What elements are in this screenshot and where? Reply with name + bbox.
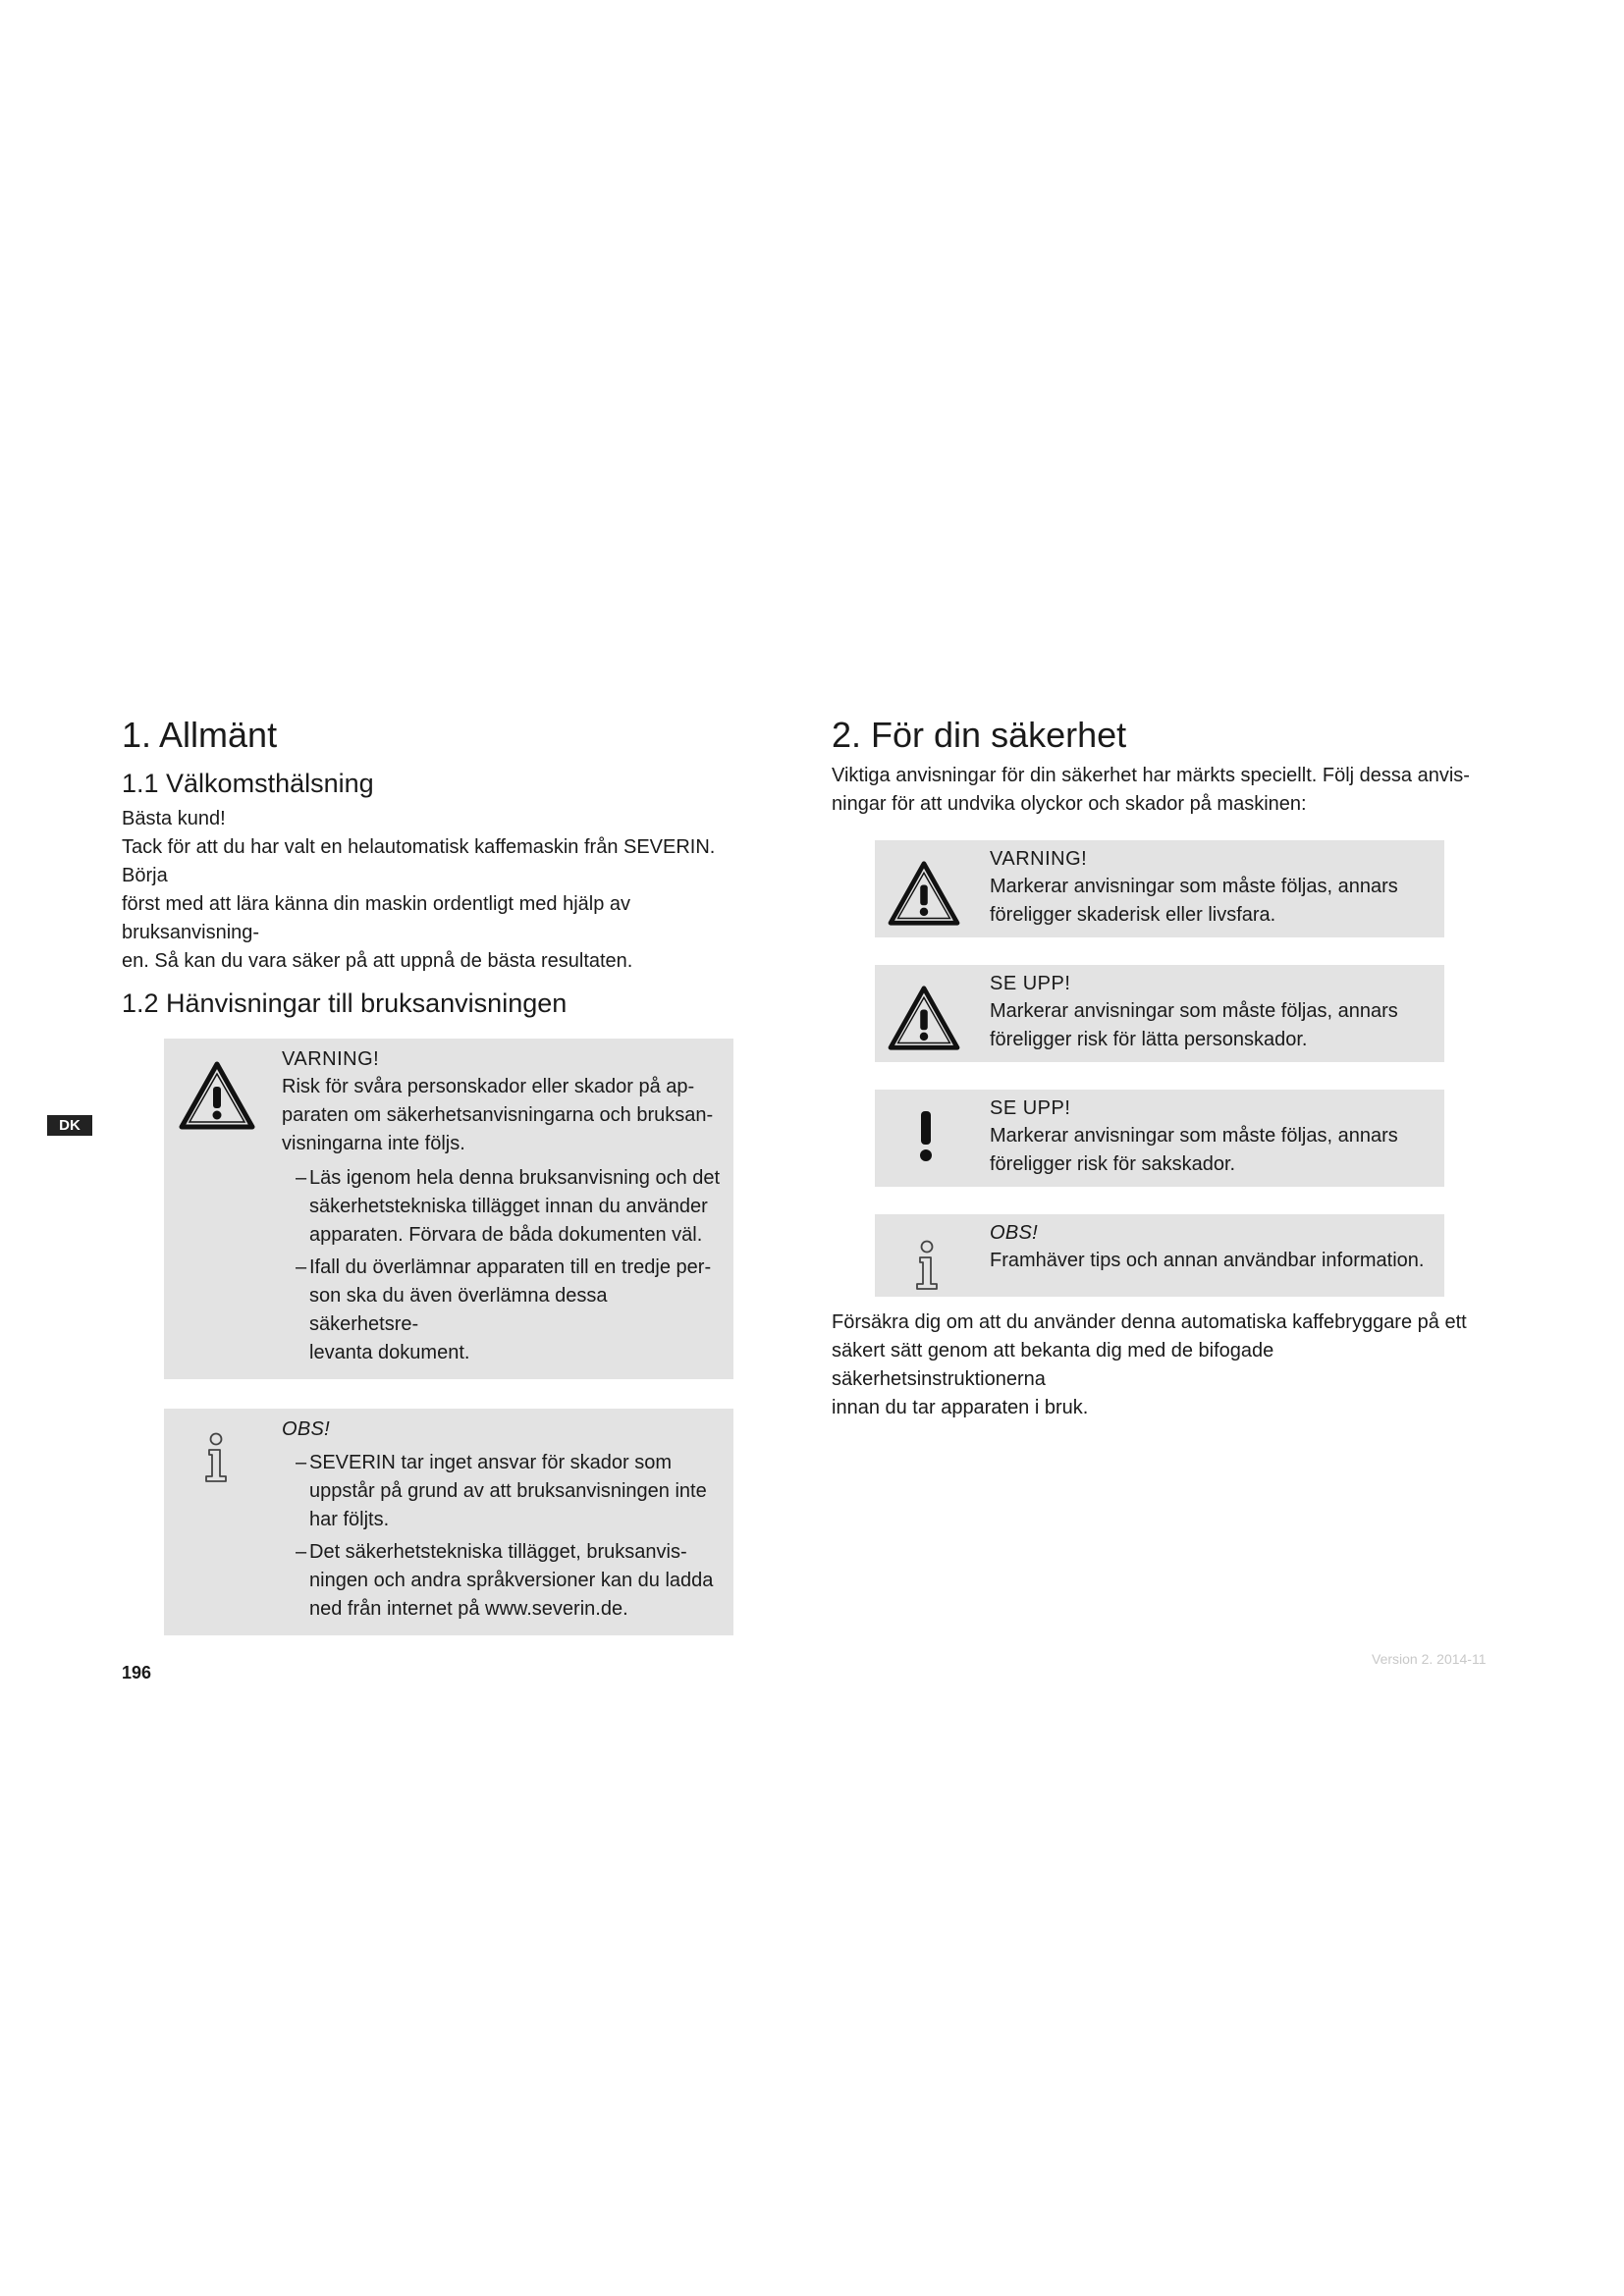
safety-intro: [832, 762, 1489, 819]
text-line: föreligger skaderisk eller livsfara.: [990, 904, 1276, 927]
text-line: har följts.: [309, 1508, 390, 1530]
warning-triangle-icon: [887, 860, 961, 932]
bullet-dash: –: [296, 1166, 307, 1189]
section-title-safety: 2. För din säkerhet: [832, 715, 1127, 755]
section-general: [122, 714, 762, 1635]
warning-box: [164, 1039, 733, 1379]
text-line: son ska du även överlämna dessa säkerhetsre-: [309, 1284, 608, 1335]
text-line: uppstår på grund av att bruksanvisningen inte: [309, 1479, 707, 1502]
text-line: visningarna inte följs.: [282, 1132, 465, 1154]
caution-box: [875, 965, 1444, 1062]
property-caution-box: [875, 1090, 1444, 1187]
obs-bullets: [282, 1449, 722, 1624]
text-line: Viktiga anvisningar för din säkerhet har märkts speciellt. Följ dessa anvis-: [832, 765, 1470, 787]
text-line: säkerhetstekniska tillägget innan du använder: [309, 1195, 708, 1217]
text-line: Det säkerhetstekniska tillägget, bruksanvis-: [309, 1540, 687, 1563]
obs-title: OBS!: [282, 1417, 330, 1440]
box-text: [990, 1247, 1433, 1289]
text-line: SEVERIN tar inget ansvar för skador som: [309, 1451, 673, 1473]
text-line: apparaten. Förvara de båda dokumenten väl.: [309, 1223, 703, 1246]
warning-box: [875, 840, 1444, 937]
warning-text: [282, 1073, 722, 1158]
section-safety: [832, 714, 1489, 1422]
text-line: säkert sätt genom att bekanta dig med de bifogade säkerhetsinstruktionerna: [832, 1340, 1274, 1391]
exclamation-icon: [918, 1109, 934, 1169]
text-line: Markerar anvisningar som måste följas, annars: [990, 1125, 1398, 1148]
text-line: föreligger risk för sakskador.: [990, 1153, 1236, 1176]
text-line: paraten om säkerhetsanvisningarna och bruksan-: [282, 1103, 714, 1126]
text-line: ningen och andra språkversioner kan du ladda: [309, 1569, 714, 1591]
box-title: VARNING!: [990, 848, 1088, 871]
box-title: OBS!: [990, 1222, 1038, 1245]
list-item: [282, 1449, 722, 1534]
list-item: [282, 1538, 722, 1624]
bullet-dash: –: [296, 1255, 307, 1278]
greeting: Bästa kund!: [122, 807, 226, 829]
obs-box: [164, 1409, 733, 1635]
text-line: Markerar anvisningar som måste följas, annars: [990, 876, 1398, 898]
section-title-general: 1. Allmänt: [122, 715, 278, 755]
text-line: Framhäver tips och annan användbar information.: [990, 1250, 1425, 1272]
heading-manual-notes: 1.2 Hänvisningar till bruksanvisningen: [122, 988, 568, 1018]
text-line: föreligger risk för lätta personskador.: [990, 1029, 1308, 1051]
text-line: Markerar anvisningar som måste följas, annars: [990, 1000, 1398, 1023]
text-line: ningar för att undvika olyckor och skador på maskinen:: [832, 793, 1307, 816]
warning-triangle-icon: [178, 1060, 256, 1136]
box-title: SE UPP!: [990, 1097, 1071, 1120]
warning-triangle-icon: [887, 985, 961, 1056]
text-line: innan du tar apparaten i bruk.: [832, 1397, 1089, 1419]
text-line: en. Så kan du vara säker på att uppnå de bästa resultaten.: [122, 949, 633, 972]
safety-closing: [832, 1308, 1489, 1422]
bullet-dash: –: [296, 1451, 307, 1473]
warning-bullets: [282, 1164, 722, 1367]
heading-welcome: 1.1 Välkomsthälsning: [122, 769, 374, 799]
bullet-dash: –: [296, 1540, 307, 1563]
box-text: [990, 997, 1433, 1054]
language-badge: DK: [47, 1115, 92, 1136]
warning-title: VARNING!: [282, 1047, 380, 1070]
list-item: [282, 1164, 722, 1250]
info-icon: [912, 1240, 942, 1296]
box-title: SE UPP!: [990, 973, 1071, 995]
text-line: levanta dokument.: [309, 1341, 470, 1363]
text-line: Läs igenom hela denna bruksanvisning och det: [309, 1166, 721, 1189]
text-line: först med att lära känna din maskin ordentligt med hjälp av bruksanvisning-: [122, 892, 631, 943]
info-icon: [201, 1432, 231, 1488]
version-label: Version 2. 2014-11: [1372, 1651, 1487, 1667]
obs-box: [875, 1214, 1444, 1297]
page-number: 196: [122, 1663, 152, 1682]
text-line: ned från internet på www.severin.de.: [309, 1597, 628, 1620]
text-line: Risk för svåra personskador eller skador på ap-: [282, 1075, 695, 1097]
box-text: [990, 1122, 1433, 1179]
box-text: [990, 873, 1433, 930]
text-line: Försäkra dig om att du använder denna automatiska kaffebryggare på ett: [832, 1311, 1467, 1334]
list-item: [282, 1254, 722, 1367]
welcome-text: [122, 833, 762, 976]
text-line: Tack för att du har valt en helautomatisk kaffemaskin från SEVERIN. Börja: [122, 835, 716, 886]
text-line: Ifall du överlämnar apparaten till en tredje per-: [309, 1255, 712, 1278]
